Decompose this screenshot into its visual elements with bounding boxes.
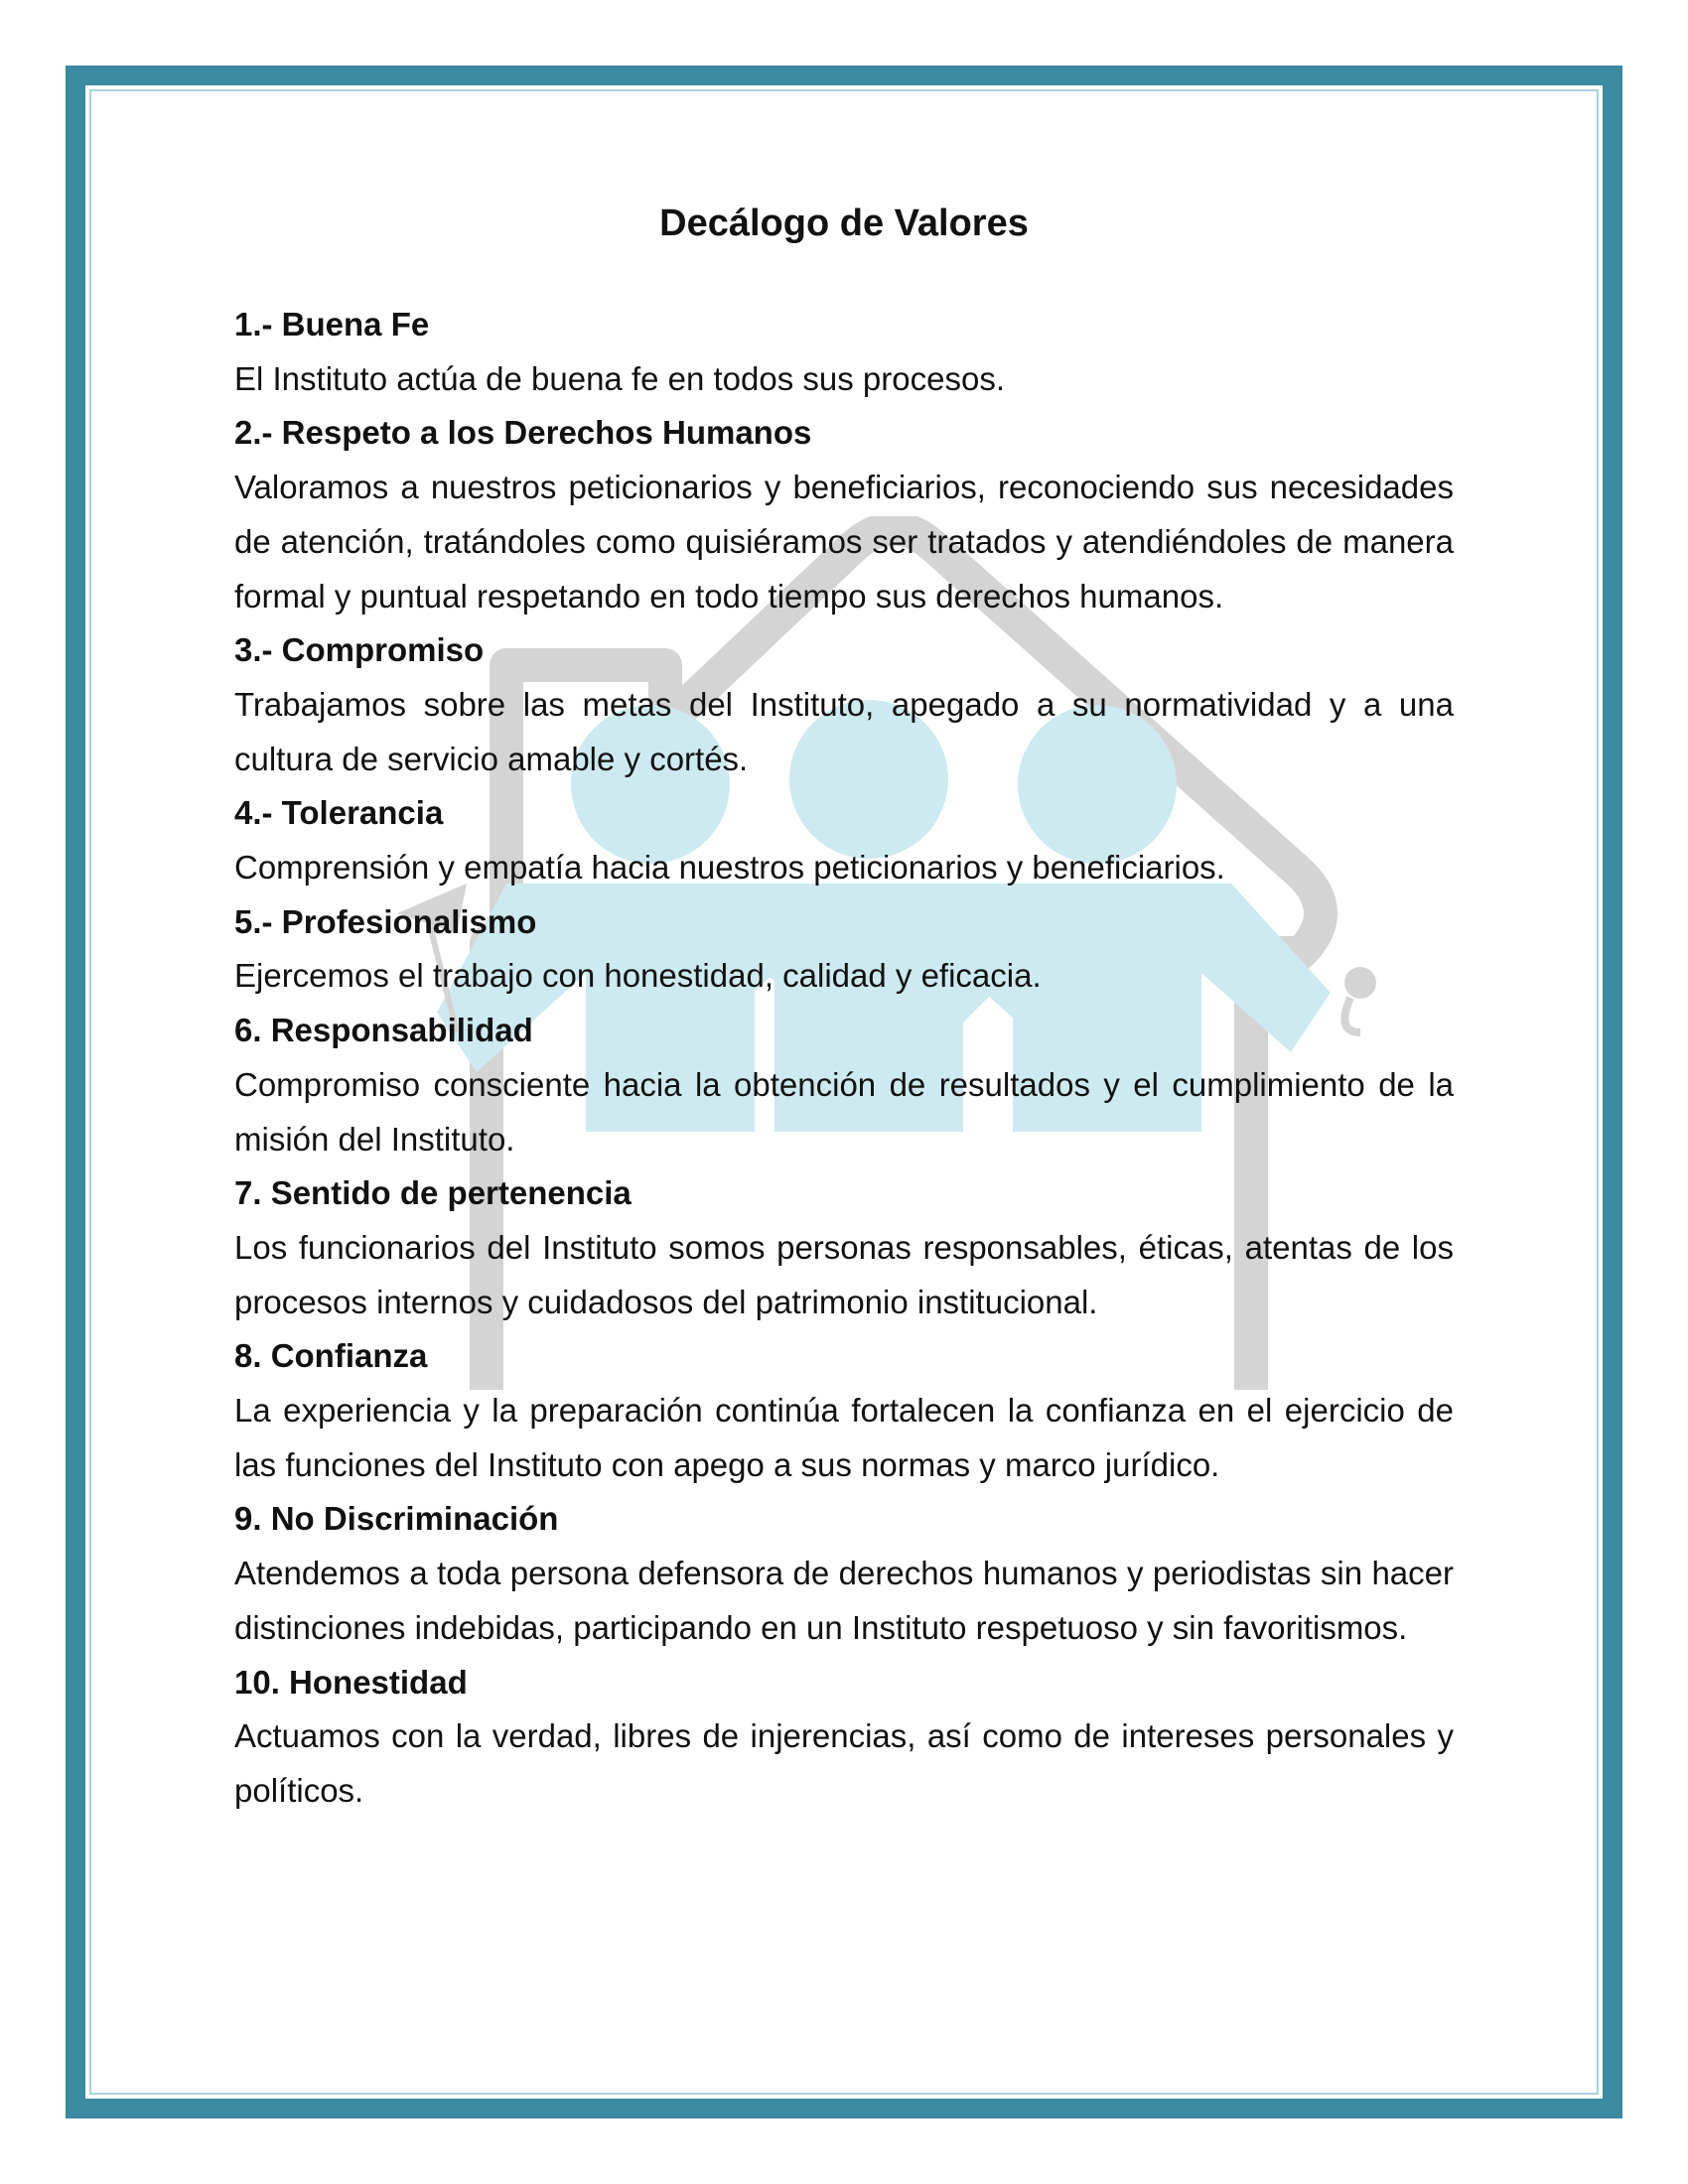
value-description: Valoramos a nuestros peticionarios y beneficiarios, reconociendo sus necesidades de atención, tratándoles como quisiéramos ser tratados y atendiéndoles de manera formal y puntual respetando en todo tiempo sus derechos humanos. — [234, 469, 1454, 614]
value-entry-4 — [234, 786, 1454, 894]
value-description: Los funcionarios del Instituto somos personas responsables, éticas, atentas de los procesos internos y cuidadosos del patrimonio institucional. — [234, 1228, 1454, 1320]
page-title: Decálogo de Valores — [659, 203, 1029, 244]
value-heading: 8. Confianza — [234, 1337, 428, 1375]
value-entry-9 — [234, 1492, 1454, 1655]
value-entry-10 — [234, 1656, 1454, 1819]
value-entry-7 — [234, 1166, 1454, 1329]
value-description: El Instituto actúa de buena fe en todos sus procesos. — [234, 359, 1005, 397]
value-entry-3 — [234, 623, 1454, 786]
value-description: Comprensión y empatía hacia nuestros peticionarios y beneficiarios. — [234, 849, 1225, 887]
value-description: Actuamos con la verdad, libres de injerencias, así como de intereses personales y políticos. — [234, 1717, 1454, 1809]
value-description: Ejercemos el trabajo con honestidad, calidad y eficacia. — [234, 957, 1042, 995]
value-heading: 4.- Tolerancia — [234, 794, 444, 832]
value-heading: 7. Sentido de pertenencia — [234, 1174, 632, 1212]
value-description: Atendemos a toda persona defensora de derechos humanos y periodistas sin hacer distinciones indebidas, participando en un Instituto respetuoso y sin favoritismos. — [234, 1555, 1454, 1646]
value-heading: 3.- Compromiso — [234, 631, 485, 669]
value-heading: 6. Responsabilidad — [234, 1012, 533, 1049]
value-heading: 1.- Buena Fe — [234, 306, 430, 342]
value-entry-2 — [234, 406, 1454, 623]
value-entry-8 — [234, 1329, 1454, 1492]
value-description: Trabajamos sobre las metas del Instituto, apegado a su normatividad y a una cultura de servicio amable y cortés. — [234, 685, 1454, 777]
value-entry-6 — [234, 1004, 1454, 1166]
value-entry-5 — [234, 895, 1454, 1004]
value-heading: 2.- Respeto a los Derechos Humanos — [234, 414, 812, 452]
document-content — [234, 199, 1454, 1819]
value-entry-1 — [234, 298, 1454, 406]
value-description: La experiencia y la preparación continúa fortalecen la confianza en el ejercicio de las funciones del Instituto con apego a sus normas y marco jurídico. — [234, 1392, 1454, 1483]
value-heading: 9. No Discriminación — [234, 1500, 559, 1538]
value-heading: 10. Honestidad — [234, 1663, 468, 1701]
value-description: Compromiso consciente hacia la obtención de resultados y el cumplimiento de la misión del Instituto. — [234, 1065, 1454, 1158]
value-heading: 5.- Profesionalismo — [234, 902, 537, 940]
